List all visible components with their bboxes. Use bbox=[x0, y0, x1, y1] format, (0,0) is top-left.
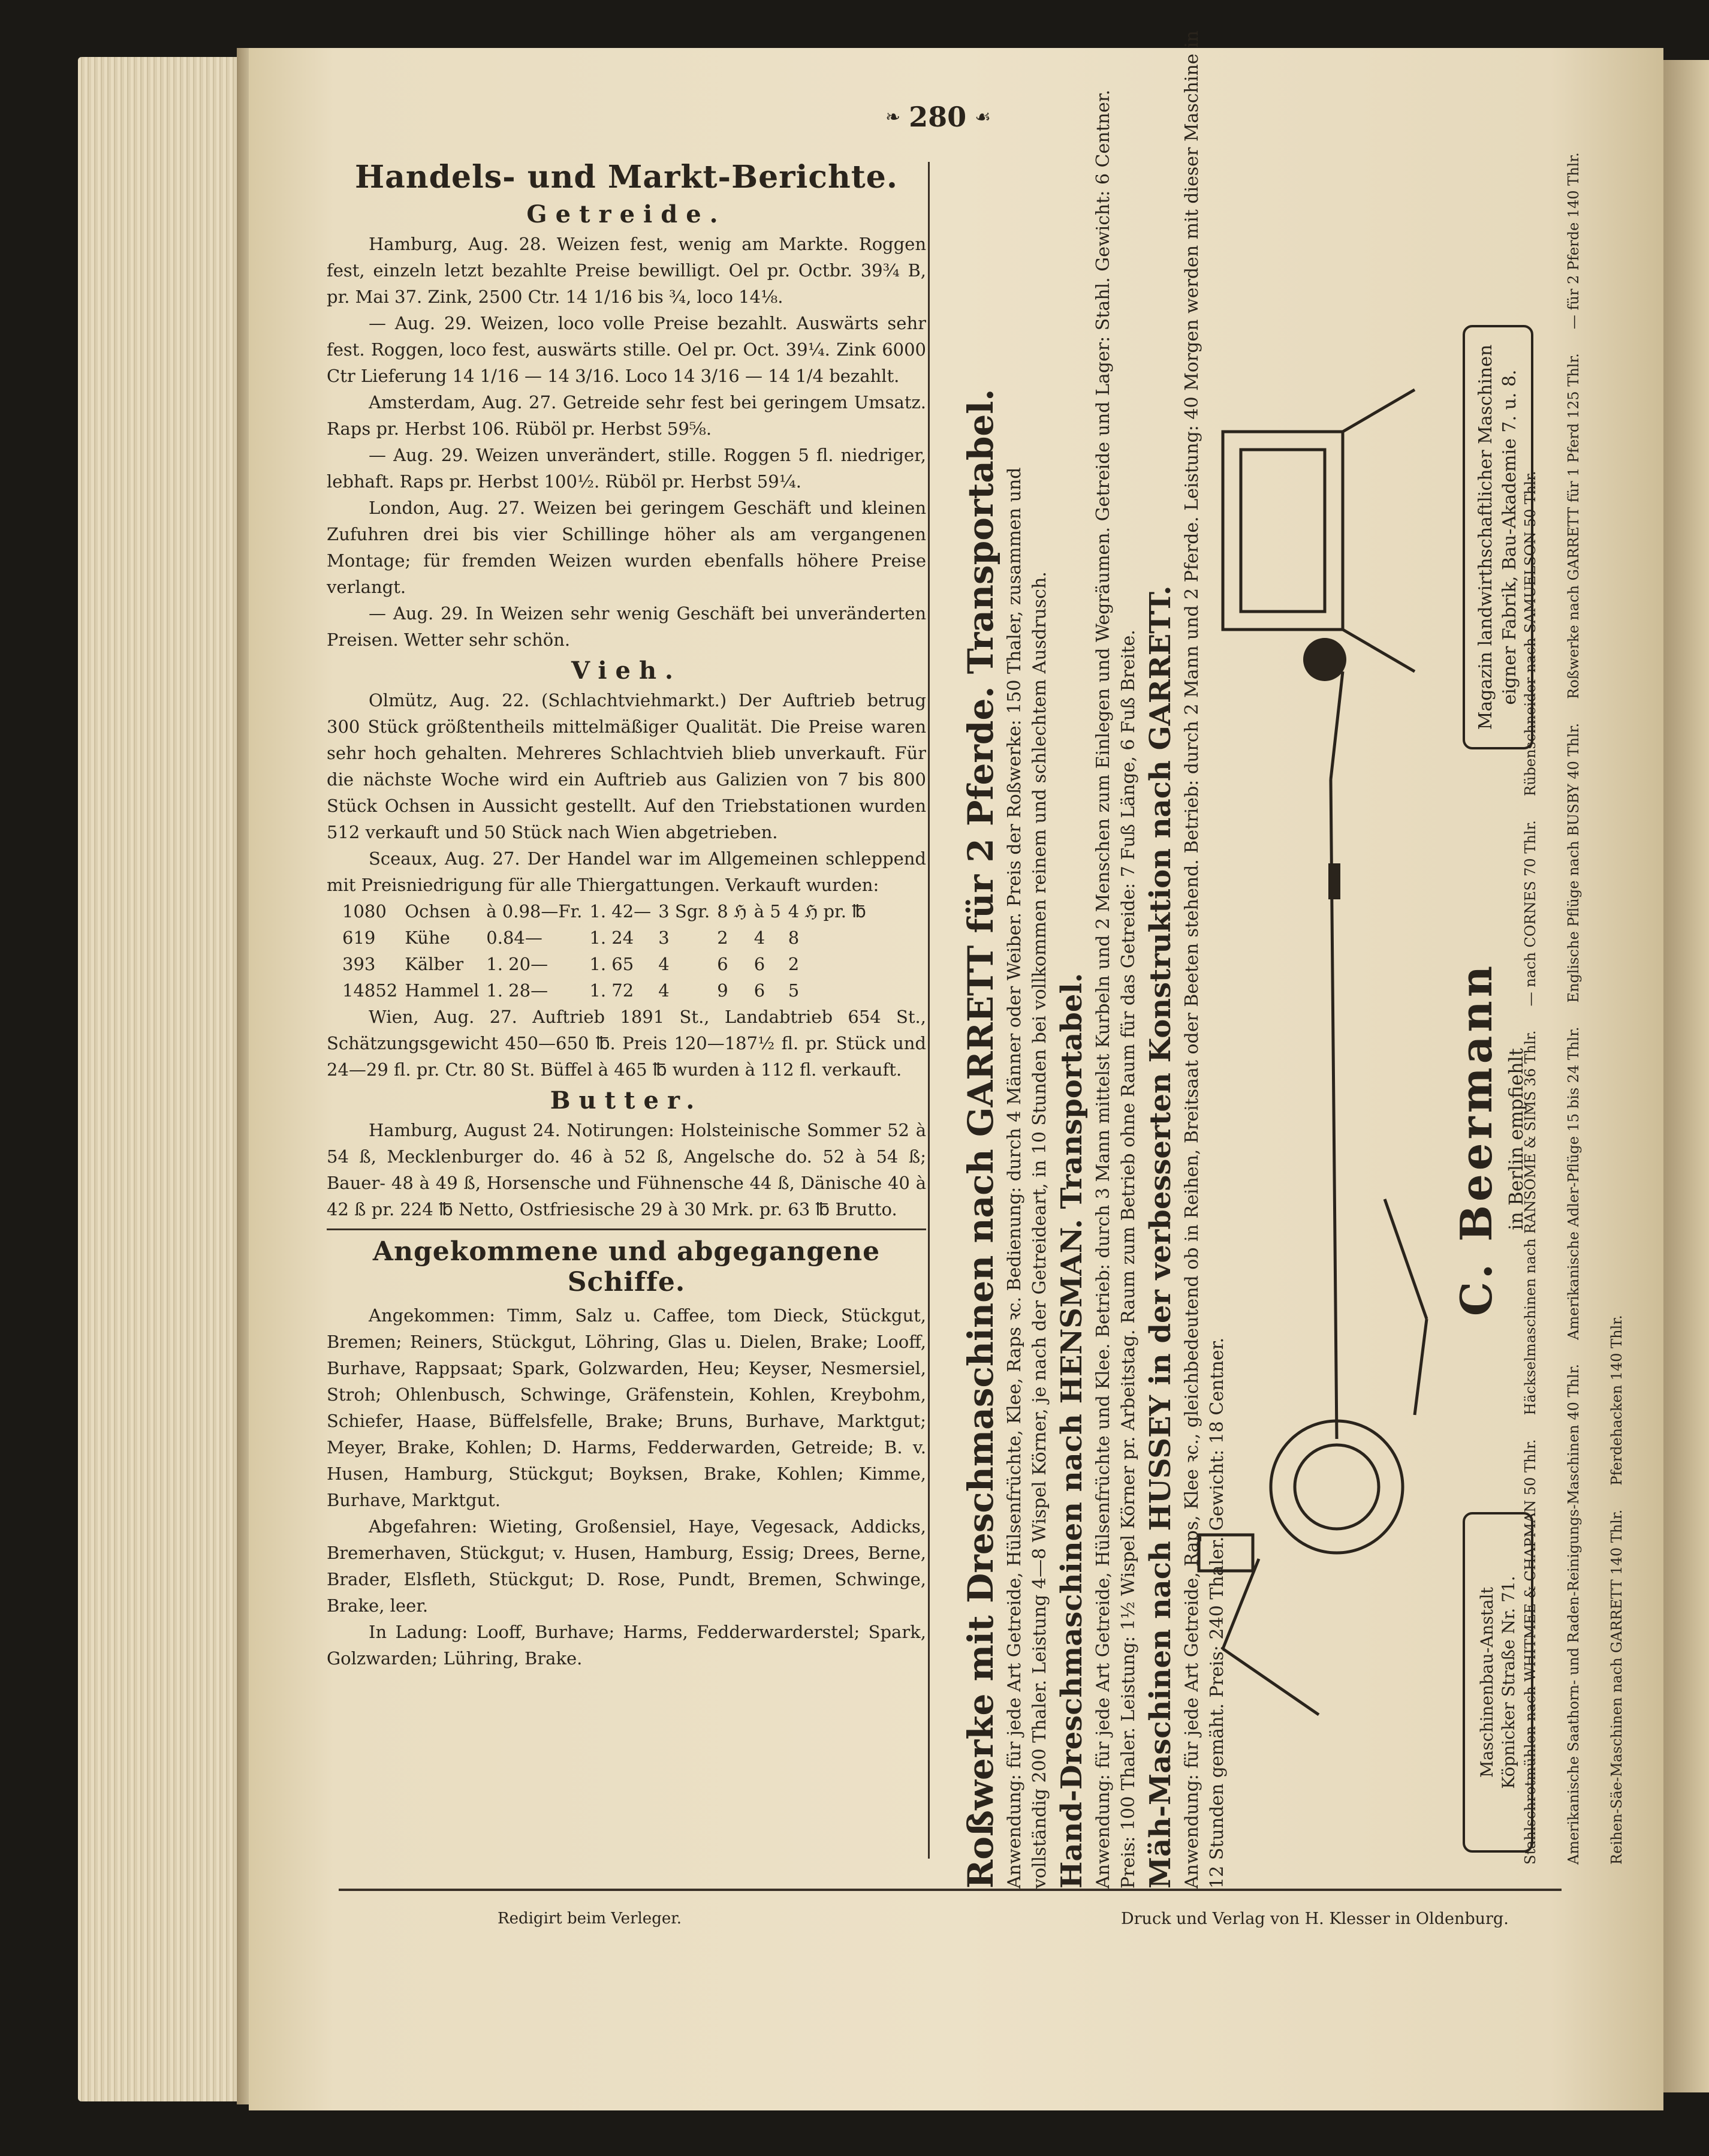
vieh-title: Vieh. bbox=[571, 657, 682, 685]
butter-title: Butter. bbox=[550, 1086, 703, 1115]
table-cell: Hammel bbox=[405, 980, 480, 1001]
facing-page-edge bbox=[1663, 60, 1709, 2092]
price-item: Pferdehacken 140 Thlr. bbox=[1608, 1315, 1625, 1486]
table-cell: 1. 72 bbox=[589, 980, 634, 1001]
firm-box-line: eigner Fabrik, Bau-Akademie 7. u. 8. bbox=[1499, 369, 1520, 705]
table-cell: 4 ℌ pr. ℔ bbox=[788, 901, 866, 922]
bottom-divider bbox=[339, 1889, 1562, 1891]
price-item: — für 2 Pferde 140 Thlr. bbox=[1565, 152, 1582, 330]
schiffe-ladung: In Ladung: Looff, Burhave; Harms, Fedderwarderstel; Spark, Golzwarden; Lühring, Brake. bbox=[327, 1622, 926, 1669]
table-cell: 4 bbox=[658, 954, 670, 974]
ornament-left-icon: ❧ bbox=[885, 106, 901, 128]
schiffe-title: Angekommene und abgegangene Schiffe. bbox=[372, 1236, 881, 1297]
firm-box-line: Magazin landwirthschaftlicher Maschinen bbox=[1475, 344, 1496, 730]
vieh-paragraph: Sceaux, Aug. 27. Der Handel war im Allgemeinen schleppend mit Preisniedrigung für alle Thiergattungen. Verkauft wurden: bbox=[327, 848, 926, 895]
market-report-column bbox=[327, 159, 926, 1672]
table-row bbox=[339, 977, 870, 1004]
page-number: 280 bbox=[909, 101, 967, 133]
table-cell: 6 bbox=[753, 980, 765, 1001]
table-cell: 8 bbox=[788, 928, 800, 948]
price-item: — nach CORNES 70 Thlr. bbox=[1522, 820, 1539, 1007]
price-item: Stahlschrotmühlen nach WHITMEE & CHAPMAN 50 Thlr. bbox=[1522, 1439, 1539, 1865]
table-cell: Kälber bbox=[405, 954, 464, 974]
getreide-paragraph: — Aug. 29. In Weizen sehr wenig Geschäft bei unveränderten Preisen. Wetter sehr schön. bbox=[327, 603, 926, 650]
firm-box-line: Maschinenbau-Anstalt bbox=[1477, 1587, 1497, 1778]
table-cell: 4 bbox=[658, 980, 670, 1001]
getreide-paragraph: London, Aug. 27. Weizen bei geringem Geschäft und kleinen Zufuhren drei bis vier Schillinge höher als am vergangenen Montage; für fremden Weizen wurden ebenfalls höhere Preise verlangt. bbox=[327, 498, 926, 597]
table-cell: 3 Sgr. bbox=[658, 901, 710, 922]
imprint: Druck und Verlag von H. Klesser in Oldenburg. bbox=[1121, 1910, 1509, 1928]
table-cell: 619 bbox=[342, 928, 376, 948]
ad-headline: Hand-Dreschmaschinen nach HENSMAN. Transportabel. bbox=[1055, 972, 1089, 1889]
table-cell: 1. 28— bbox=[486, 980, 548, 1001]
table-cell: 9 bbox=[717, 980, 728, 1001]
getreide-paragraph: — Aug. 29. Weizen, loco volle Preise bezahlt. Auswärts sehr fest. Roggen, loco fest, auswärts stille. Oel pr. Oct. 39¼. Zink 6000 Ctr Lieferung 14 1/16 — 14 3/16. Loco 14 3/16 — 14 1/4 bezahlt. bbox=[327, 313, 926, 386]
price-item: Häckselmaschinen nach RANSOME & SIMS 36 Thlr. bbox=[1522, 1030, 1539, 1416]
threshing-machine-illustration bbox=[1187, 360, 1439, 1739]
getreide-paragraph: Hamburg, Aug. 28. Weizen fest, wenig am Markte. Roggen fest, einzeln letzt bezahlte Preise bewilligt. Oel pr. Octbr. 39¾ B, pr. Mai 37. Zink, 2500 Ctr. 14 1/16 bis ¾, loco 14⅛. bbox=[327, 234, 926, 307]
ad-headline: Roßwerke mit Dreschmaschinen nach GARRETT für 2 Pferde. Transportabel. bbox=[960, 389, 1001, 1889]
section-heading: Handels- und Markt-Berichte. bbox=[354, 159, 898, 195]
price-item: Amerikanische Adler-Pflüge 15 bis 24 Thlr. bbox=[1565, 1026, 1582, 1340]
table-cell: 14852 bbox=[342, 980, 398, 1001]
butter-paragraph: Hamburg, August 24. Notirungen: Holsteinische Sommer 52 à 54 ß, Mecklenburger do. 46 à 52 ß, Angelsche do. 52 à 54 ß; Bauer- 48 à 49 ß, Horsensche und Fühnensche 44 ß, Dänische 40 à 42 ß pr. 224 ℔ Netto, Ostfriesische 29 à 30 Mrk. pr. 63 ℔ Brutto. bbox=[327, 1120, 926, 1219]
table-cell: 1080 bbox=[342, 901, 387, 922]
table-cell: 6 bbox=[753, 954, 765, 974]
table-cell: 393 bbox=[342, 954, 376, 974]
price-item: Roßwerke nach GARRETT für 1 Pferd 125 Thlr. bbox=[1565, 353, 1582, 699]
table-cell: 1. 42— bbox=[589, 901, 652, 922]
table-cell: 1. 65 bbox=[589, 954, 634, 974]
table-cell: 8 ℌ bbox=[717, 901, 747, 922]
machinery-advertisement bbox=[959, 30, 1571, 1889]
table-row bbox=[339, 898, 870, 925]
sceaux-price-table bbox=[339, 898, 870, 1004]
table-cell: 2 bbox=[788, 954, 800, 974]
firm-name: C. Beermann bbox=[1451, 962, 1502, 1317]
page-number-header bbox=[842, 96, 1034, 138]
schiffe-abgefahren: Abgefahren: Wieting, Großensiel, Haye, Vegesack, Addicks, Bremerhaven, Stückgut; v. Husen, Hamburg, Essig; Drees, Berne, Brader, Elsfleth, Stückgut; D. Rose, Pundt, Bremen, Schwinge, Brake, leer. bbox=[327, 1516, 926, 1616]
ad-line: 12 Stunden gemäht. Preis: 240 Thaler. Gewicht: 18 Centner. bbox=[1207, 1337, 1228, 1889]
vieh-paragraph: Olmütz, Aug. 22. (Schlachtviehmarkt.) Der Auftrieb betrug 300 Stück größtentheils mittelmäßiger Qualität. Die Preise waren sehr hoch gehalten. Mehreres Schlachtvieh blieb unverkauft. Für die nächste Woche wird ein Auftrieb aus Galizien von 7 bis 800 Stück Ochsen in Aussicht gestellt. Auf den Triebstationen wurden 512 verkauft und 50 Stück nach Wien abgetrieben. bbox=[327, 690, 926, 842]
table-row bbox=[339, 925, 870, 951]
price-item: Rübenschneider nach SAMUELSON 50 Thlr. bbox=[1522, 471, 1539, 796]
table-row bbox=[339, 951, 870, 977]
divider bbox=[327, 1228, 926, 1230]
table-cell: 1. 20— bbox=[486, 954, 548, 974]
getreide-title: Getreide. bbox=[526, 200, 727, 228]
ad-line: Preis: 100 Thaler. Leistung: 1½ Wispel Körner pr. Arbeitstag. Raum zum Betrieb ohne Raum für das Getreide: 7 Fuß Länge, 6 Fuß Breite. bbox=[1118, 630, 1139, 1889]
column-divider bbox=[928, 162, 930, 1859]
table-cell: Ochsen bbox=[405, 901, 471, 922]
price-list bbox=[1502, 102, 1645, 1889]
getreide-paragraph: Amsterdam, Aug. 27. Getreide sehr fest bei geringem Umsatz. Raps pr. Herbst 106. Rüböl pr. Herbst 59⅝. bbox=[327, 392, 926, 439]
price-item: Amerikanische Saathorn- und Raden-Reinigungs-Maschinen 40 Thlr. bbox=[1565, 1363, 1582, 1865]
table-cell: 3 bbox=[658, 928, 670, 948]
getreide-paragraph: — Aug. 29. Weizen unverändert, stille. Roggen 5 fl. niedriger, lebhaft. Raps pr. Herbst 100½. Rüböl pr. Herbst 59¼. bbox=[327, 445, 926, 492]
schiffe-angekommen: Angekommen: Timm, Salz u. Caffee, tom Dieck, Stückgut, Bremen; Reiners, Stückgut, Löhring, Glas u. Dielen, Brake; Looff, Burhave, Rappsaat; Spark, Golzwarden, Heu; Keyser, Nesmersiel, Stroh; Ohlenbusch, Schwinge, Gräfenstein, Kohlen, Kreybohm, Schiefer, Haase, Büffelsfelle, Brake; Bruns, Burhave, Marktgut; Meyer, Brake, Kohlen; D. Harms, Fedderwarden, Getreide; B. v. Husen, Hamburg, Stückgut; Boyksen, Brake, Kohlen; Kimme, Burhave, Marktgut. bbox=[327, 1305, 926, 1510]
ornament-right-icon: ☙ bbox=[975, 106, 991, 128]
ad-line: Anwendung: für jede Art Getreide, Hülsenfrüchte und Klee. Betrieb: durch 3 Mann mittelst Kurbeln und 2 Menschen zum Einlegen und Wegräumen. Getreide und Lager: Stahl. Gewicht: 6 Centner. bbox=[1093, 89, 1114, 1889]
table-cell: 1. 24 bbox=[589, 928, 634, 948]
firm-city-text: in Berlin bbox=[1505, 1146, 1527, 1230]
table-cell: à 5 bbox=[753, 901, 781, 922]
ad-headline: Mäh-Maschinen nach HUSSEY in der verbesserten Konstruktion nach GARRETT. bbox=[1144, 585, 1177, 1889]
price-item: Reihen-Säe-Maschinen nach GARRETT 140 Thlr. bbox=[1608, 1509, 1625, 1865]
ad-line: Anwendung: für jede Art Getreide, Raps, Klee ꝛc., gleichbedeutend ob in Reihen, Breitsaat oder Beeten stehend. Betrieb: durch 2 Mann und 2 Pferde. Leistung: 40 Morgen werden mit dieser Maschine in bbox=[1181, 30, 1202, 1889]
table-cell: à 0.98—Fr. bbox=[486, 901, 583, 922]
firm-recommends: empfiehlt bbox=[1505, 1048, 1527, 1140]
ad-line: vollständig 200 Thaler. Leistung 4—8 Wispel Körner, je nach der Getreideart, in 10 Stunden bei vollkommen reinem und schlechtem Ausdrusch. bbox=[1029, 571, 1050, 1889]
table-cell: 6 bbox=[717, 954, 728, 974]
ad-line: Anwendung: für jede Art Getreide, Hülsenfrüchte, Klee, Raps ꝛc. Bedienung: durch 4 Männer oder Weiber. Preis der Roßwerke: 150 Thaler, zusammen und bbox=[1004, 467, 1025, 1889]
vieh-paragraph: Wien, Aug. 27. Auftrieb 1891 St., Landabtrieb 654 St., Schätzungsgewicht 450—650 ℔. Preis 120—187½ fl. pr. Stück und 24—29 fl. pr. Ctr. 80 St. Büffel à 465 ℔ wurden à 112 fl. verkauft. bbox=[327, 1007, 926, 1080]
table-cell: 2 bbox=[717, 928, 728, 948]
table-cell: 5 bbox=[788, 980, 800, 1001]
table-cell: 0.84— bbox=[486, 928, 542, 948]
book-page-edges bbox=[78, 57, 246, 2101]
firm-box-line: Köpnicker Straße Nr. 71. bbox=[1499, 1576, 1518, 1789]
editor-note: Redigirt beim Verleger. bbox=[498, 1910, 682, 1928]
table-cell: 4 bbox=[753, 928, 765, 948]
price-item: Englische Pflüge nach BUSBY 40 Thlr. bbox=[1565, 722, 1582, 1003]
table-cell: Kühe bbox=[405, 928, 450, 948]
